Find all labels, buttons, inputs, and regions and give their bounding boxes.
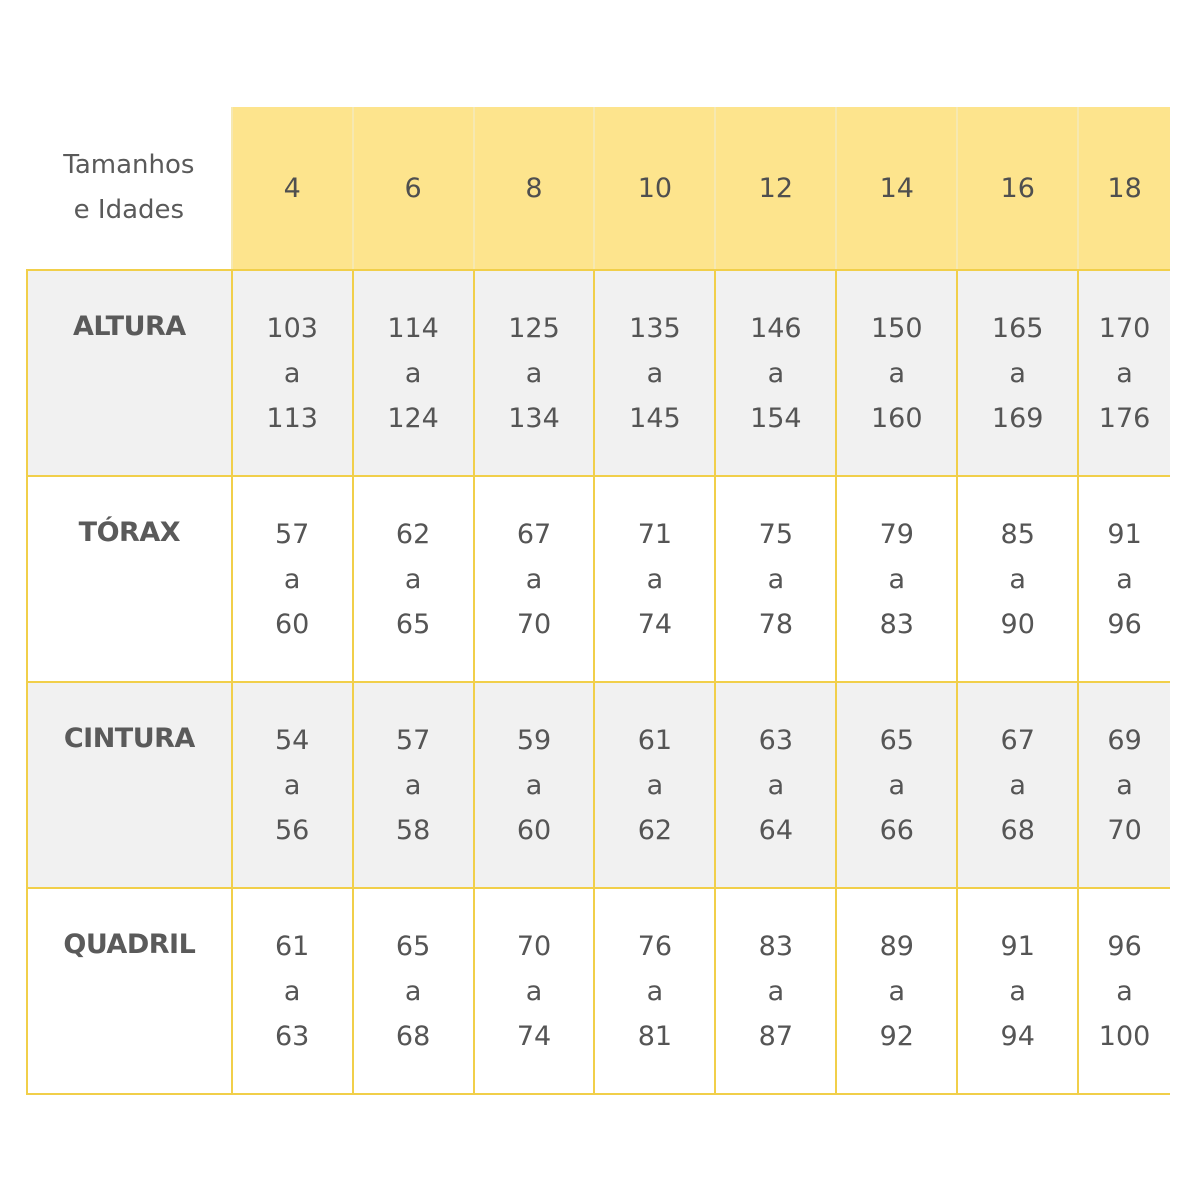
range-min: 63: [758, 725, 794, 756]
measurement-range-cell: [232, 888, 353, 1094]
measurement-range-cell: [957, 682, 1078, 888]
measurements-body: [27, 270, 1170, 1094]
range-separator: a: [888, 564, 906, 595]
measurement-label: ALTURA: [27, 270, 232, 476]
range-min: 170: [1098, 313, 1151, 344]
range-min: 70: [516, 931, 552, 962]
size-chart-table: [26, 107, 1170, 1095]
range-min: 67: [1000, 725, 1035, 756]
measurement-range-cell: [594, 476, 715, 682]
range-separator: a: [1116, 564, 1133, 595]
measurement-range-cell: [474, 888, 595, 1094]
range-max: 68: [395, 1021, 431, 1052]
range-separator: a: [1009, 564, 1026, 595]
size-header-cell: 16: [957, 107, 1078, 270]
range-min: 125: [508, 313, 560, 344]
range-min: 91: [1000, 931, 1035, 962]
measurement-range-cell: [836, 682, 957, 888]
measurement-range-cell: [1078, 888, 1170, 1094]
measurement-range-cell: [594, 682, 715, 888]
size-header-cell: 12: [715, 107, 836, 270]
range-max: 145: [629, 403, 681, 434]
measurement-label: CINTURA: [27, 682, 232, 888]
range-separator: a: [1116, 976, 1133, 1007]
range-separator: a: [888, 976, 906, 1007]
measurement-row: [27, 888, 1170, 1094]
range-separator: a: [1009, 770, 1026, 801]
range-separator: a: [767, 358, 785, 389]
measurement-row: [27, 476, 1170, 682]
range-min: 85: [1000, 519, 1035, 550]
range-max: 96: [1107, 609, 1142, 640]
range-max: 70: [1107, 815, 1142, 846]
measurement-range-cell: [715, 682, 836, 888]
range-min: 165: [991, 313, 1044, 344]
measurement-range-cell: [594, 888, 715, 1094]
range-separator: a: [646, 564, 664, 595]
range-max: 160: [871, 403, 923, 434]
range-max: 70: [516, 609, 552, 640]
range-min: 76: [637, 931, 673, 962]
range-min: 61: [274, 931, 310, 962]
measurement-range-cell: [715, 888, 836, 1094]
measurement-range-cell: [474, 476, 595, 682]
measurement-range-cell: [353, 476, 474, 682]
sizes-ages-label-line2: e Idades: [73, 195, 185, 225]
range-max: 63: [274, 1021, 310, 1052]
measurement-range-cell: [474, 270, 595, 476]
measurement-label: TÓRAX: [27, 476, 232, 682]
range-separator: a: [1116, 358, 1133, 389]
range-separator: a: [767, 976, 785, 1007]
measurement-range-cell: [957, 476, 1078, 682]
range-min: 69: [1107, 725, 1142, 756]
range-max: 124: [387, 403, 439, 434]
size-header-cell: 6: [353, 107, 474, 270]
measurement-range-cell: [353, 682, 474, 888]
range-max: 169: [991, 403, 1044, 434]
measurement-range-cell: [232, 270, 353, 476]
measurement-range-cell: [957, 888, 1078, 1094]
measurement-row: [27, 682, 1170, 888]
range-separator: a: [283, 770, 301, 801]
range-separator: a: [525, 358, 543, 389]
range-max: 81: [637, 1021, 673, 1052]
range-max: 176: [1098, 403, 1151, 434]
range-min: 65: [879, 725, 914, 756]
range-max: 66: [879, 815, 914, 846]
range-max: 94: [1000, 1021, 1035, 1052]
range-separator: a: [767, 770, 785, 801]
range-separator: a: [283, 976, 301, 1007]
measurement-row: [27, 270, 1170, 476]
measurement-range-cell: [474, 682, 595, 888]
range-separator: a: [646, 976, 664, 1007]
range-min: 114: [387, 313, 439, 344]
range-separator: a: [525, 564, 543, 595]
range-min: 67: [516, 519, 552, 550]
measurement-range-cell: [353, 270, 474, 476]
sizes-ages-label-line1: Tamanhos: [63, 150, 195, 180]
measurement-range-cell: [715, 270, 836, 476]
range-min: 57: [395, 725, 431, 756]
range-max: 62: [637, 815, 673, 846]
range-min: 57: [274, 519, 310, 550]
range-separator: a: [646, 770, 664, 801]
range-min: 146: [750, 313, 802, 344]
range-max: 113: [266, 403, 318, 434]
range-min: 91: [1107, 519, 1142, 550]
measurement-range-cell: [957, 270, 1078, 476]
range-max: 74: [516, 1021, 552, 1052]
range-max: 100: [1098, 1021, 1151, 1052]
range-max: 83: [879, 609, 914, 640]
range-max: 58: [395, 815, 431, 846]
range-max: 60: [274, 609, 310, 640]
range-min: 62: [395, 519, 431, 550]
measurement-range-cell: [1078, 476, 1170, 682]
size-header-cell: 8: [474, 107, 595, 270]
measurement-range-cell: [232, 682, 353, 888]
range-min: 65: [395, 931, 431, 962]
range-separator: a: [888, 770, 906, 801]
size-header-cell: 10: [594, 107, 715, 270]
range-max: 92: [879, 1021, 914, 1052]
range-separator: a: [404, 358, 422, 389]
range-separator: a: [646, 358, 664, 389]
range-min: 83: [758, 931, 794, 962]
size-header-cell: 4: [232, 107, 353, 270]
range-min: 75: [758, 519, 794, 550]
range-separator: a: [1116, 770, 1133, 801]
range-max: 74: [637, 609, 673, 640]
range-min: 103: [266, 313, 318, 344]
range-separator: a: [283, 358, 301, 389]
range-separator: a: [525, 976, 543, 1007]
range-separator: a: [404, 564, 422, 595]
range-separator: a: [525, 770, 543, 801]
measurement-range-cell: [836, 476, 957, 682]
measurement-label: QUADRIL: [27, 888, 232, 1094]
size-header-cell: 14: [836, 107, 957, 270]
range-separator: a: [888, 358, 906, 389]
measurement-range-cell: [353, 888, 474, 1094]
size-header-cell: 18: [1078, 107, 1170, 270]
range-separator: a: [283, 564, 301, 595]
range-separator: a: [1009, 358, 1026, 389]
range-separator: a: [404, 770, 422, 801]
sizes-ages-label: [27, 107, 232, 270]
range-min: 135: [629, 313, 681, 344]
range-min: 79: [879, 519, 914, 550]
measurement-range-cell: [232, 476, 353, 682]
measurement-range-cell: [715, 476, 836, 682]
range-max: 90: [1000, 609, 1035, 640]
range-max: 154: [750, 403, 802, 434]
range-min: 59: [516, 725, 552, 756]
measurement-range-cell: [1078, 270, 1170, 476]
range-min: 150: [871, 313, 923, 344]
range-max: 68: [1000, 815, 1035, 846]
measurement-range-cell: [836, 888, 957, 1094]
range-max: 60: [516, 815, 552, 846]
range-max: 64: [758, 815, 794, 846]
range-max: 134: [508, 403, 560, 434]
measurement-range-cell: [836, 270, 957, 476]
range-min: 89: [879, 931, 914, 962]
range-min: 61: [637, 725, 673, 756]
measurement-range-cell: [1078, 682, 1170, 888]
range-max: 56: [274, 815, 310, 846]
measurement-range-cell: [594, 270, 715, 476]
size-header-row: [27, 107, 1170, 270]
range-min: 96: [1107, 931, 1142, 962]
range-min: 54: [274, 725, 310, 756]
range-max: 78: [758, 609, 794, 640]
range-separator: a: [767, 564, 785, 595]
range-max: 87: [758, 1021, 794, 1052]
range-separator: a: [1009, 976, 1026, 1007]
range-min: 71: [637, 519, 673, 550]
range-separator: a: [404, 976, 422, 1007]
range-max: 65: [395, 609, 431, 640]
